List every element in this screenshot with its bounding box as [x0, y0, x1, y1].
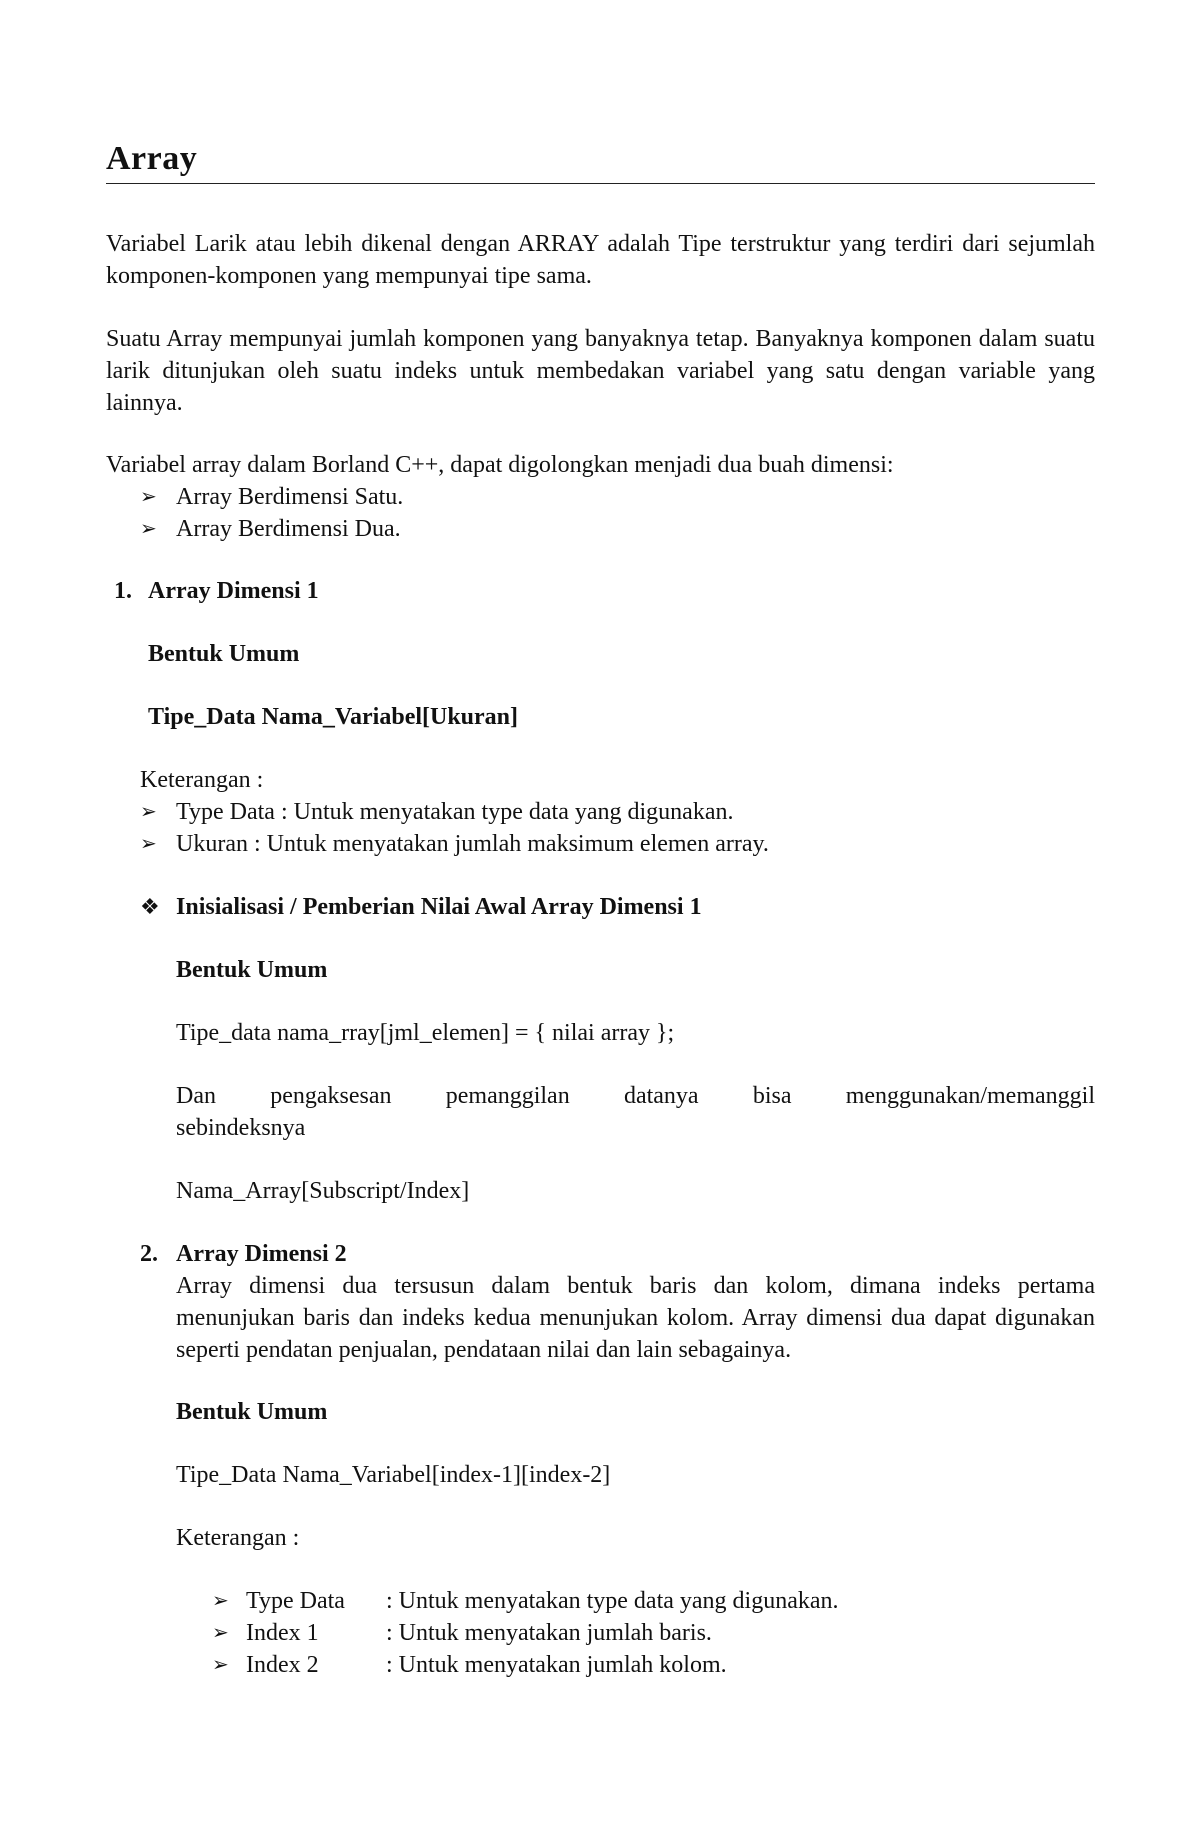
- section-1-bullet-1: Type Data : Untuk menyatakan type data yang digunakan.: [176, 799, 734, 825]
- section-2-keterangan: Keterangan :: [176, 1525, 300, 1551]
- arrow-bullet-icon: ➢: [140, 518, 157, 540]
- section-1-bentuk-umum: Bentuk Umum: [148, 641, 300, 667]
- section-2-number: 2.: [140, 1241, 158, 1267]
- access-word: bisa: [752, 1083, 792, 1109]
- section-1-sub-heading: Inisialisasi / Pemberian Nilai Awal Array Dimensi 1: [176, 894, 702, 920]
- section-1-heading: Array Dimensi 1: [148, 578, 319, 604]
- section-2-heading: Array Dimensi 2: [176, 1241, 347, 1267]
- arrow-bullet-icon: ➢: [212, 1622, 229, 1644]
- arrow-bullet-icon: ➢: [140, 801, 157, 823]
- intro-paragraph-2: Suatu Array mempunyai jumlah komponen yang banyaknya tetap. Banyaknya komponen dalam suatu larik ditunjukan oleh suatu indeks untuk membedakan variabel yang satu dengan variable yang lainnya.: [106, 326, 1095, 416]
- access-word: Dan: [176, 1083, 216, 1109]
- intro-paragraph-1: Variabel Larik atau lebih dikenal dengan ARRAY adalah Tipe terstruktur yang terdiri dari sejumlah komponen-komponen yang mempunyai tipe sama.: [106, 231, 1095, 289]
- section-1-init-syntax: Tipe_data nama_rray[jml_elemen] = { nilai array };: [176, 1020, 675, 1046]
- section-2-bentuk-umum: Bentuk Umum: [176, 1399, 328, 1425]
- section-2-term-desc: : Untuk menyatakan type data yang digunakan.: [386, 1588, 839, 1614]
- arrow-bullet-icon: ➢: [212, 1590, 229, 1612]
- section-2-term: Type Data: [246, 1588, 345, 1614]
- section-2-term: Index 2: [246, 1652, 319, 1678]
- section-1-sub-bentuk-umum: Bentuk Umum: [176, 957, 328, 983]
- arrow-bullet-icon: ➢: [140, 833, 157, 855]
- intro-paragraph-3: Variabel array dalam Borland C++, dapat digolongkan menjadi dua buah dimensi:: [106, 452, 894, 478]
- access-word: pengaksesan: [270, 1083, 392, 1109]
- section-2-description: Array dimensi dua tersusun dalam bentuk baris dan kolom, dimana indeks pertama menunjukan baris dan indeks kedua menunjukan kolom. Array dimensi dua dapat digunakan seperti pendatan penjualan, pendataan nilai dan lain sebagainya.: [176, 1273, 1095, 1363]
- access-word: menggunakan/memanggil: [845, 1083, 1095, 1109]
- intro-bullet-2: Array Berdimensi Dua.: [176, 516, 401, 542]
- page-title: Array: [106, 140, 198, 177]
- section-1-access-syntax: Nama_Array[Subscript/Index]: [176, 1178, 470, 1204]
- section-2-syntax: Tipe_Data Nama_Variabel[index-1][index-2]: [176, 1462, 611, 1488]
- section-2-term-desc: : Untuk menyatakan jumlah baris.: [386, 1620, 712, 1646]
- arrow-bullet-icon: ➢: [212, 1654, 229, 1676]
- section-1-access-line-2: sebindeksnya: [176, 1115, 306, 1141]
- intro-bullet-1: Array Berdimensi Satu.: [176, 484, 404, 510]
- section-1-number: 1.: [114, 578, 132, 604]
- access-word: datanya: [623, 1083, 699, 1109]
- section-1-access-line: [176, 1080, 1095, 1112]
- title-underline: [106, 183, 1095, 184]
- section-1-syntax: Tipe_Data Nama_Variabel[Ukuran]: [148, 704, 519, 730]
- arrow-bullet-icon: ➢: [140, 486, 157, 508]
- section-1-bullet-2: Ukuran : Untuk menyatakan jumlah maksimum elemen array.: [176, 831, 769, 857]
- diamond-bullet-icon: ❖: [140, 894, 160, 919]
- section-1-keterangan: Keterangan :: [140, 767, 264, 793]
- section-2-term-desc: : Untuk menyatakan jumlah kolom.: [386, 1652, 727, 1678]
- section-2-term: Index 1: [246, 1620, 319, 1646]
- access-word: pemanggilan: [445, 1083, 570, 1109]
